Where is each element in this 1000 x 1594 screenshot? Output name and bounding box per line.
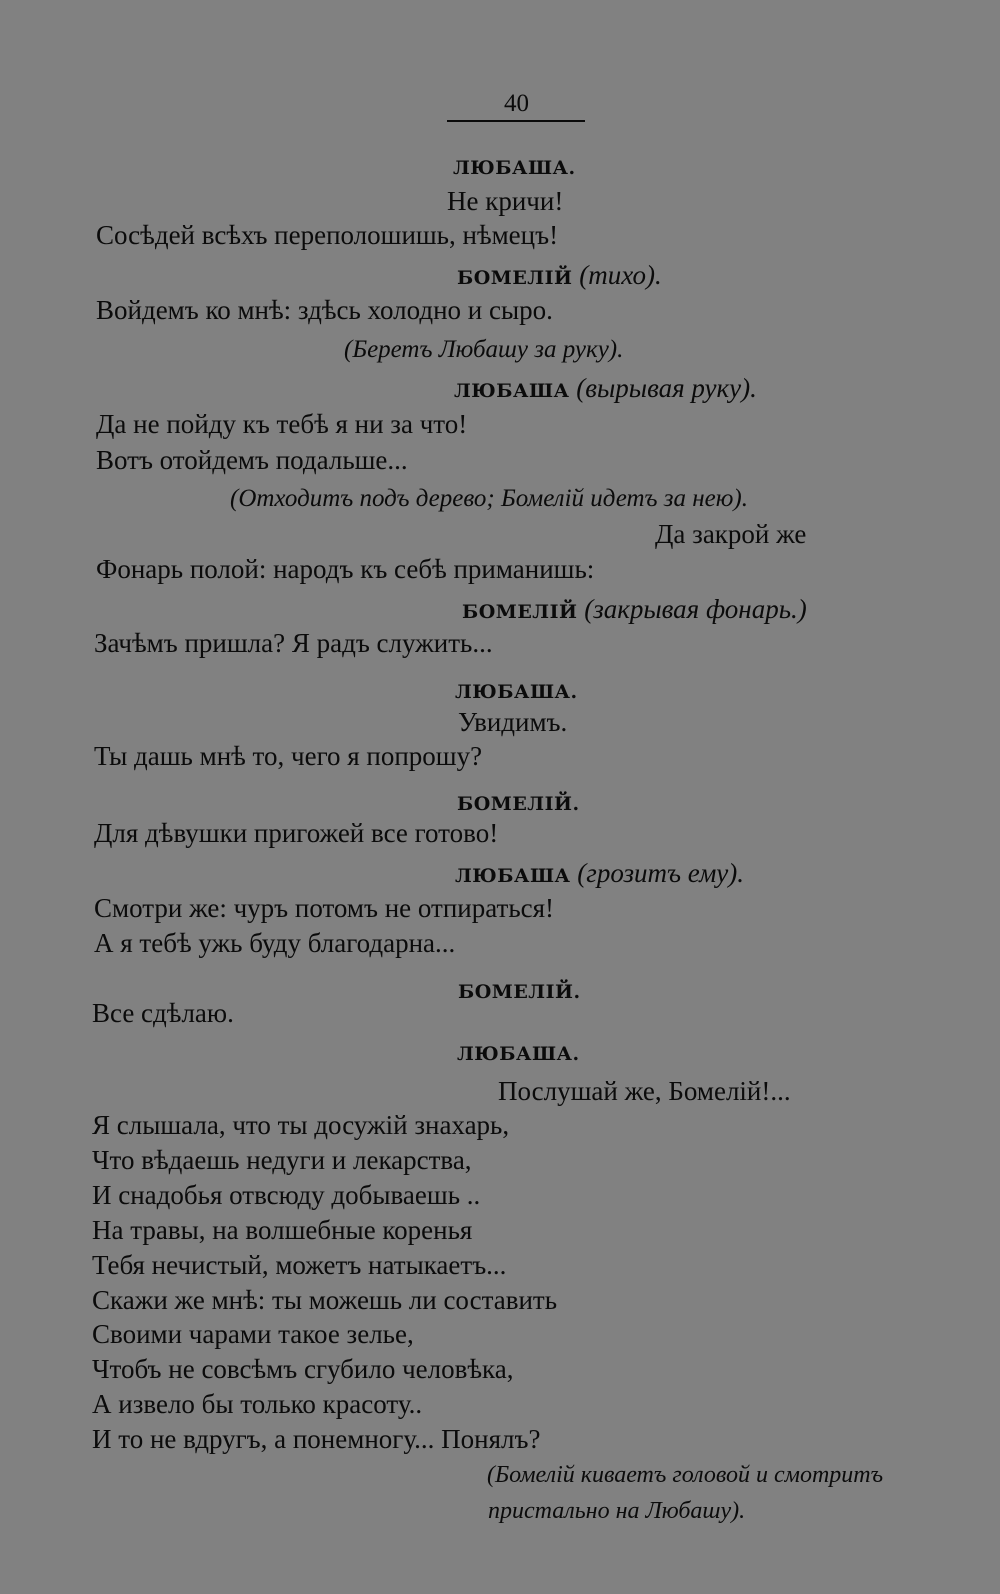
stage-direction: пристально на Любашу). [488,1498,746,1524]
verse-line: Я слышала, что ты досужій знахарь, [92,1110,510,1140]
verse-line: Зачѣмъ пришла? Я радъ служить... [94,628,493,658]
verse-line: Своими чарами такое зелье, [92,1319,414,1349]
verse-line: Вотъ отойдемъ подальше... [96,445,408,475]
verse-line: Сосѣдей всѣхъ переполошишь, нѣмецъ! [96,220,559,250]
stage-direction: (Беретъ Любашу за руку). [344,336,624,363]
speaker-heading: ЛЮБАША. [453,157,576,179]
header-rule [447,120,585,122]
verse-line: Скажи же мнѣ: ты можешь ли составить [92,1285,558,1315]
verse-line: А я тебѣ ужь буду благодарна... [94,928,456,958]
speaker-heading: ЛЮБАША (вырывая руку). [454,373,757,403]
verse-line: А извело бы только красоту.. [92,1389,423,1419]
speaker-heading: БОМЕЛІЙ (тихо). [457,260,662,290]
page-number: 40 [504,90,529,117]
stage-direction: (Отходитъ подъ дерево; Бомелій идетъ за нею). [230,485,748,512]
speaker-heading: БОМЕЛІЙ (закрывая фонарь.) [462,594,807,624]
verse-line: Послушай же, Бомелій!... [498,1076,791,1106]
verse-line: И снадобья отвсюду добываешь .. [92,1180,481,1210]
verse-line: Да закрой же [655,519,807,549]
verse-line: Все сдѣлаю. [92,998,234,1028]
verse-line: Что вѣдаешь недуги и лекарства, [92,1145,472,1175]
verse-line: Смотри же: чуръ потомъ не отпираться! [94,893,555,923]
verse-line: Да не пойду къ тебѣ я ни за что! [96,409,468,439]
verse-line: Тебя нечистый, можетъ натыкаетъ... [92,1250,507,1280]
stage-direction: (Бомелій киваетъ головой и смотритъ [487,1462,884,1488]
verse-line: Чтобъ не совсѣмъ сгубило человѣка, [92,1354,514,1384]
speaker-heading: ЛЮБАША. [457,1043,580,1065]
verse-line: Для дѣвушки пригожей все готово! [94,818,499,848]
verse-line: Ты дашь мнѣ то, чего я попрошу? [94,741,483,771]
speaker-heading: БОМЕЛІЙ. [458,981,581,1003]
verse-line: И то не вдругъ, а понемногу... Понялъ? [92,1424,541,1454]
speaker-heading: БОМЕЛІЙ. [457,793,580,815]
verse-line: Войдемъ ко мнѣ: здѣсь холодно и сыро. [96,295,553,325]
verse-line: Увидимъ. [458,707,568,737]
verse-line: Фонарь полой: народъ къ себѣ приманишь: [96,554,595,584]
verse-line: Не кричи! [447,186,564,216]
speaker-heading: ЛЮБАША (грозитъ ему). [455,858,745,888]
verse-line: На травы, на волшебные коренья [92,1215,473,1245]
speaker-heading: ЛЮБАША. [455,681,578,703]
